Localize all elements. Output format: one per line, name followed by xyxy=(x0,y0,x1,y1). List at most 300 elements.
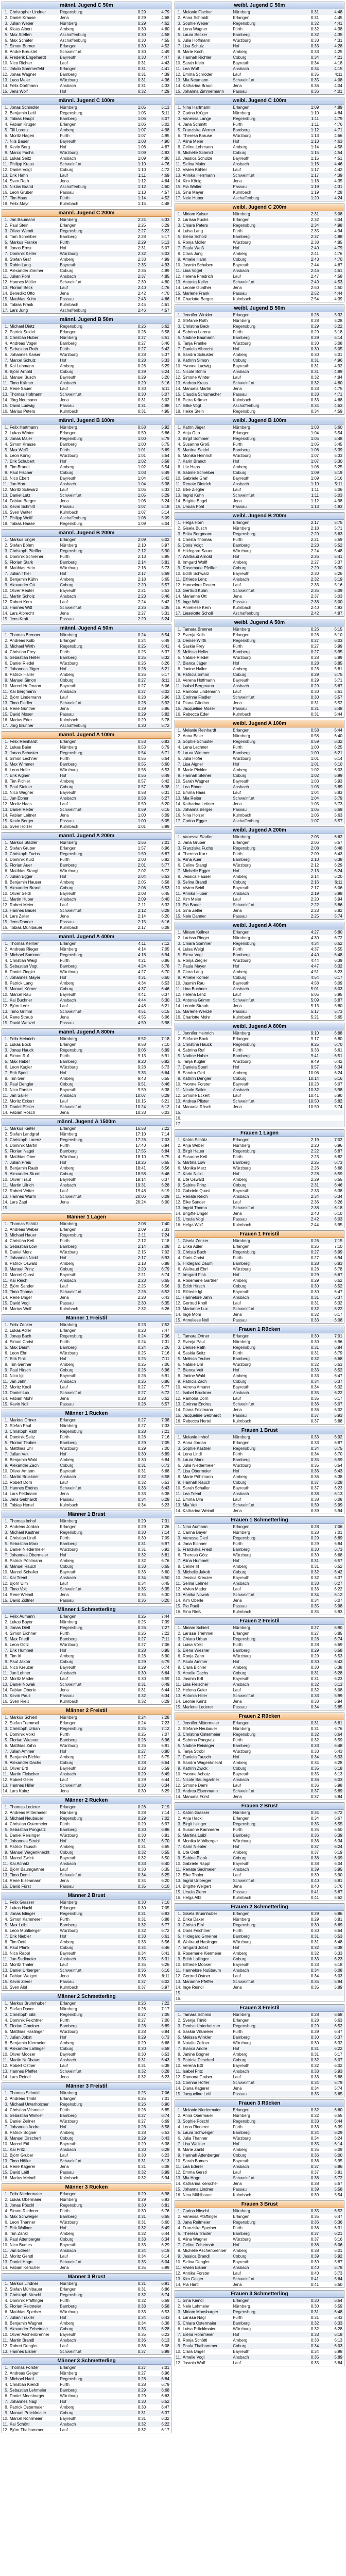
cell-pts: 6:53 xyxy=(161,1480,169,1485)
table-row xyxy=(175,1333,344,1339)
cell-nat xyxy=(112,1362,128,1367)
cell-name: Sebastian Winkler xyxy=(9,2113,43,2118)
cell-nat xyxy=(112,1367,128,1373)
cell-time: 0:35 xyxy=(137,1592,146,1597)
cell-nat xyxy=(285,459,301,464)
cell-rank: 1. xyxy=(178,1031,181,1036)
table-row xyxy=(2,453,171,459)
cell-rank: 5. xyxy=(178,128,181,132)
cell-rank: 6. xyxy=(178,240,181,245)
cell-rank: 10. xyxy=(175,1082,181,1087)
table-row xyxy=(2,346,171,352)
cell-rank: 1. xyxy=(178,520,181,525)
cell-club: Hof xyxy=(60,773,66,778)
cell-pts: 7:01 xyxy=(161,2365,169,2370)
cell-nat xyxy=(112,346,128,352)
cell-name: Markus Lindner xyxy=(9,2281,39,2286)
cell-rank: 13. xyxy=(175,998,181,1003)
cell-club: Nürnberg xyxy=(233,734,250,738)
cell-club: Regensburg xyxy=(60,1530,82,1535)
table-row xyxy=(2,694,171,700)
cell-club: Würzburg xyxy=(233,1463,251,1468)
cell-time: 0:29 xyxy=(137,1665,146,1670)
cell-club xyxy=(233,1115,285,1121)
cell-nat xyxy=(112,1905,128,1911)
cell-time: 2:40 xyxy=(137,285,146,290)
cell-nat xyxy=(285,55,301,60)
cell-club: Hof xyxy=(60,459,66,464)
cell-nat xyxy=(112,571,128,577)
cell-nat xyxy=(112,1693,128,1699)
cell-pts: 5:11 xyxy=(162,111,169,115)
cell-name: Michael Sommer xyxy=(9,953,41,957)
cell-rank: 10. xyxy=(175,1575,181,1580)
cell-rank: 14. xyxy=(175,1884,181,1889)
result-table-title: männl. Jugend A 200m xyxy=(2,833,171,840)
cell-club: Würzburg xyxy=(60,970,78,974)
cell-rank: 14. xyxy=(2,1592,8,1597)
cell-club: Würzburg xyxy=(60,78,78,82)
cell-name: Alexander Zehetmair xyxy=(9,2327,48,2331)
cell-club: Passau xyxy=(233,1890,247,1894)
cell-time: 0:30 xyxy=(310,1340,319,1344)
cell-time: 16:58 xyxy=(135,1126,146,1131)
cell-nat xyxy=(285,1816,301,1821)
cell-club: Bamberg xyxy=(60,2304,77,2309)
cell-rank: 12. xyxy=(175,1688,181,1692)
table-row xyxy=(175,1956,344,1962)
cell-club: Lauf xyxy=(60,695,68,700)
cell-club: Nürnberg xyxy=(60,1810,77,1815)
cell-time: 2:32 xyxy=(137,251,146,256)
result-table-title: Männer 2 Freistil xyxy=(2,1707,171,1715)
cell-pts: 5:67 xyxy=(334,684,342,688)
cell-rank: 11. xyxy=(176,482,181,486)
table-row xyxy=(175,1524,344,1530)
cell-time: 0:31 xyxy=(310,10,319,14)
cell-time: 0:26 xyxy=(137,2102,146,2107)
cell-name: Florian Auer xyxy=(9,863,32,868)
cell-pts: 6:83 xyxy=(334,1261,342,1266)
cell-pts: 4:35 xyxy=(334,179,342,183)
cell-nat xyxy=(285,161,301,167)
table-row xyxy=(175,1928,344,1934)
cell-time: 0:26 xyxy=(137,661,146,666)
cell-rank: 15. xyxy=(2,297,8,301)
cell-nat xyxy=(112,885,128,891)
cell-pts: 6:07 xyxy=(334,1082,342,1087)
cell-club: Fürth xyxy=(60,857,70,862)
cell-rank: 10. xyxy=(175,1486,181,1490)
cell-nat xyxy=(285,436,301,442)
cell-nat xyxy=(285,941,301,946)
cell-pts: 6:73 xyxy=(161,1463,169,1468)
cell-nat xyxy=(112,1535,128,1541)
cell-rank: 7. xyxy=(5,1160,8,1165)
cell-pts: 5:98 xyxy=(334,891,342,896)
cell-name: Rebecca Hertel xyxy=(182,1419,212,1423)
table-row xyxy=(2,1070,171,1076)
cell-pts: 6:57 xyxy=(334,1558,342,1563)
cell-name: Kevin Pauli xyxy=(9,1693,30,1698)
cell-nat xyxy=(285,380,301,386)
cell-rank: 8. xyxy=(178,465,181,469)
cell-club: Jena xyxy=(233,1509,242,1513)
table-row xyxy=(175,1390,344,1396)
cell-name: Pia Bauer xyxy=(182,903,201,907)
cell-club: Jena xyxy=(60,2265,69,2270)
cell-name: Florian Beck xyxy=(9,285,33,290)
table-row xyxy=(175,1457,344,1463)
cell-club: Hof xyxy=(233,762,239,767)
cell-pts: 5:64 xyxy=(161,453,169,458)
cell-nat xyxy=(285,773,301,778)
table-row xyxy=(2,1227,171,1232)
cell-nat xyxy=(285,1451,301,1457)
table-row xyxy=(175,577,344,582)
cell-time: 0:29 xyxy=(137,2388,146,2393)
cell-time: 0:31 xyxy=(137,1469,146,1473)
cell-name: Tim Oettl xyxy=(9,1940,27,1944)
cell-club: Kulmbach xyxy=(60,824,78,829)
cell-club: Regensburg xyxy=(233,1637,255,1641)
cell-time: 0:31 xyxy=(310,15,319,20)
cell-time: 0:27 xyxy=(137,1755,146,1759)
cell-pts: 6:88 xyxy=(161,1261,169,1266)
result-table xyxy=(2,97,171,207)
cell-name: Monika Heinrich xyxy=(182,453,213,458)
table-row xyxy=(2,49,171,55)
table-row xyxy=(2,504,171,510)
cell-nat xyxy=(285,1390,301,1396)
cell-club: Passau xyxy=(233,392,247,397)
cell-time: 4:31 xyxy=(137,975,146,980)
cell-time: 18:58 xyxy=(135,1172,146,1176)
cell-name: Patrick Oswald xyxy=(9,1261,38,1266)
table-row xyxy=(2,1457,171,1463)
cell-name: Sebastian Marx xyxy=(9,1541,39,1546)
cell-name: Julian Thiel xyxy=(9,571,31,576)
cell-pts: 4:41 xyxy=(334,21,342,26)
cell-nat xyxy=(112,1345,128,1350)
cell-time: 5:05 xyxy=(310,992,319,997)
cell-pts: 6:43 xyxy=(161,1295,169,1300)
cell-club: Regensburg xyxy=(60,521,82,526)
cell-nat xyxy=(112,1598,128,1603)
cell-rank: 13. xyxy=(175,903,181,907)
cell-pts: 7:06 xyxy=(334,1524,342,1529)
cell-name xyxy=(183,1996,233,2002)
table-row xyxy=(175,1861,344,1867)
cell-club: Ansbach xyxy=(60,1475,76,1479)
cell-rank: 10. xyxy=(175,779,181,784)
cell-time: 0:28 xyxy=(137,1805,146,1809)
cell-rank: 3. xyxy=(5,1429,8,1434)
cell-name: Marius Wolf xyxy=(9,1307,32,1311)
cell-nat xyxy=(112,2387,128,2393)
cell-time: 0:28 xyxy=(310,661,319,666)
cell-nat xyxy=(112,1171,128,1177)
cell-club: Regensburg xyxy=(60,751,82,755)
cell-club: Schweinfurt xyxy=(60,807,82,812)
cell-name: Corinna Fiedler xyxy=(182,695,211,700)
cell-club: Bayreuth xyxy=(60,684,77,688)
cell-pts: 4:35 xyxy=(334,32,342,37)
cell-club: Ansbach xyxy=(60,2147,76,2152)
cell-pts: 5:04 xyxy=(161,521,169,526)
cell-pts: 7:06 xyxy=(161,1362,169,1367)
cell-club: Lauf xyxy=(233,167,241,172)
table-row xyxy=(2,588,171,594)
cell-nat xyxy=(112,1227,128,1232)
cell-pts: 6:10 xyxy=(334,762,342,767)
cell-rank: 13. xyxy=(2,2260,8,2264)
cell-name: Simon Borner xyxy=(9,44,35,48)
table-row xyxy=(2,1699,171,1704)
cell-nat xyxy=(285,1855,301,1861)
cell-nat xyxy=(112,453,128,459)
cell-time: 9:51 xyxy=(137,1082,146,1087)
cell-time: 1:07 xyxy=(310,459,319,464)
cell-nat xyxy=(285,790,301,795)
cell-time: 1:07 xyxy=(310,453,319,458)
cell-rank: 14. xyxy=(175,701,181,705)
cell-time: 0:31 xyxy=(137,2220,146,2225)
cell-rank: 15. xyxy=(175,184,181,189)
cell-rank: 7. xyxy=(5,1256,8,1260)
cell-rank: 17. xyxy=(175,196,181,200)
cell-rank: 3. xyxy=(5,953,8,957)
cell-name: Kai Fritz xyxy=(9,2147,25,2152)
table-row xyxy=(2,1333,171,1339)
cell-club: Erlangen xyxy=(233,313,250,317)
table-row xyxy=(175,526,344,531)
cell-time: 19:14 xyxy=(135,1177,146,1182)
cell-rank: 11. xyxy=(3,1475,8,1479)
cell-name: Sophie Kastner xyxy=(182,1446,211,1451)
cell-club: Jena xyxy=(233,1598,242,1603)
cell-time: 0:30 xyxy=(137,386,146,391)
cell-name: Patrick Bogner xyxy=(9,2130,37,2135)
cell-club: Schweinfurt xyxy=(60,1391,82,1395)
cell-nat xyxy=(112,2175,128,2181)
cell-nat xyxy=(112,1064,128,1070)
cell-nat xyxy=(112,1884,128,1889)
cell-club: Würzburg xyxy=(233,1166,251,1171)
cell-nat xyxy=(285,1199,301,1205)
cell-name: Jens Gebhardt xyxy=(9,1497,37,1502)
cell-rank: 5. xyxy=(178,543,181,548)
cell-club: Bamberg xyxy=(233,1160,250,1165)
cell-club: Fürth xyxy=(60,1054,70,1058)
cell-name: Silke Vogt xyxy=(182,403,201,408)
cell-pts: 6:44 xyxy=(334,728,342,733)
cell-club: Ansbach xyxy=(60,2422,76,2427)
cell-name: Rene Unger xyxy=(9,1295,32,1300)
cell-time: 1:01 xyxy=(137,448,146,452)
table-row xyxy=(175,1434,344,1440)
cell-time: 0:28 xyxy=(137,1429,146,1434)
cell-club: Coburg xyxy=(60,1267,74,1272)
cell-pts: 4:83 xyxy=(161,150,169,155)
cell-club: Erlangen xyxy=(233,1524,250,1529)
table-row xyxy=(175,1749,344,1754)
cell-name: Jana Gruber xyxy=(182,840,206,845)
cell-club: Amberg xyxy=(60,1755,75,1759)
cell-nat xyxy=(112,1283,128,1289)
cell-club: Coburg xyxy=(233,1766,247,1771)
cell-club: Hof xyxy=(233,1659,239,1664)
cell-rank: 12. xyxy=(2,167,8,172)
cell-club: Jena xyxy=(233,1794,242,1799)
cell-name: Renate Reich xyxy=(182,1194,208,1199)
cell-pts: 5:16 xyxy=(334,476,342,481)
cell-pts: 6:47 xyxy=(161,2405,169,2410)
cell-rank: 13. xyxy=(2,1486,8,1490)
table-row xyxy=(2,2410,171,2416)
cell-nat xyxy=(112,2158,128,2164)
cell-nat xyxy=(112,723,128,728)
cell-time: 0:28 xyxy=(310,318,319,323)
cell-club: Amberg xyxy=(233,874,248,879)
cell-name: Paul Dengler xyxy=(9,1082,34,1087)
cell-club: Passau xyxy=(60,1693,74,1698)
cell-nat xyxy=(112,223,128,228)
table-row xyxy=(175,9,344,15)
cell-pts: 6:60 xyxy=(161,1570,169,1574)
cell-name: Svenja Paul xyxy=(182,1340,205,1344)
table-row xyxy=(2,1979,171,1985)
cell-name: Max Schäfer xyxy=(9,38,33,43)
cell-nat xyxy=(112,2107,128,2113)
cell-nat xyxy=(285,1541,301,1547)
cell-time: 0:32 xyxy=(137,1553,146,1557)
table-row xyxy=(175,161,344,167)
cell-pts: 4:85 xyxy=(161,274,169,279)
cell-time: 1:15 xyxy=(310,150,319,155)
cell-name: Manuel Wagenknecht xyxy=(9,1850,50,1855)
table-row xyxy=(175,1720,344,1726)
cell-time: 2:27 xyxy=(137,229,146,233)
cell-nat xyxy=(112,2365,128,2370)
cell-rank: 12. xyxy=(175,1396,181,1401)
cell-rank: 1. xyxy=(5,2281,8,2286)
table-row xyxy=(2,925,171,930)
cell-rank: 4. xyxy=(5,341,8,346)
cell-club: Ansbach xyxy=(233,684,249,688)
cell-pts: 7:14 xyxy=(161,1810,169,1815)
table-row xyxy=(2,1844,171,1850)
cell-pts: 6:77 xyxy=(161,863,169,868)
table-row xyxy=(2,1367,171,1373)
cell-name: Michelle Schmid xyxy=(182,150,213,155)
cell-pts: 6:16 xyxy=(334,1076,342,1081)
cell-name: Lea Wolf xyxy=(182,66,199,71)
cell-nat xyxy=(112,1720,128,1726)
cell-pts: 6:84 xyxy=(161,2377,169,2381)
cell-time: 0:29 xyxy=(310,1273,319,1277)
cell-time: 0:33 xyxy=(310,1693,319,1698)
cell-club: Jena xyxy=(60,1878,69,1883)
table-row xyxy=(175,409,344,414)
cell-club: Ansbach xyxy=(60,2058,76,2062)
table-row xyxy=(2,649,171,655)
cell-time: 0:29 xyxy=(137,2192,146,2196)
cell-time: 0:31 xyxy=(137,403,146,408)
cell-club: Aschaffenburg xyxy=(233,196,260,200)
cell-rank: 3. xyxy=(5,1334,8,1338)
cell-rank: 7. xyxy=(178,1844,181,1849)
cell-time: 2:37 xyxy=(310,594,319,599)
cell-pts: 4:80 xyxy=(161,156,169,161)
cell-time: 0:34 xyxy=(137,1951,146,1956)
table-row xyxy=(175,1244,344,1249)
cell-time: 0:30 xyxy=(310,341,319,346)
cell-nat xyxy=(112,2320,128,2326)
cell-rank: 9. xyxy=(5,583,8,587)
cell-rank: 8. xyxy=(178,1475,181,1479)
cell-rank: 16. xyxy=(175,605,181,610)
cell-rank: 13. xyxy=(175,493,181,498)
cell-name: Sandra Schuster xyxy=(182,352,214,357)
cell-time: 2:28 xyxy=(137,1295,146,1300)
cell-time: 0:30 xyxy=(137,2203,146,2208)
table-row xyxy=(175,89,344,94)
cell-nat xyxy=(112,946,128,952)
cell-club: Erlangen xyxy=(60,941,77,946)
result-table xyxy=(175,1326,344,1425)
cell-pts: 6:42 xyxy=(334,1570,342,1574)
result-table-title: Männer 1 Rücken xyxy=(2,1410,171,1417)
cell-time: 2:35 xyxy=(310,588,319,593)
cell-time: 2:31 xyxy=(310,212,319,216)
cell-nat xyxy=(285,1014,301,1020)
table-row xyxy=(175,543,344,548)
cell-nat xyxy=(285,588,301,594)
table-row xyxy=(2,296,171,302)
cell-nat xyxy=(285,1535,301,1541)
cell-nat xyxy=(285,1283,301,1289)
cell-pts: 6:46 xyxy=(161,1945,169,1950)
cell-rank: 13. xyxy=(175,280,181,284)
cell-name: Florian Stark xyxy=(9,560,33,565)
cell-club: Würzburg xyxy=(233,38,251,43)
cell-nat xyxy=(112,1648,128,1653)
cell-nat xyxy=(112,110,128,116)
cell-pts: 4:89 xyxy=(334,105,342,110)
cell-rank: 10. xyxy=(2,1570,8,1574)
cell-name: Timo Höfler xyxy=(9,2159,31,2163)
cell-club: Nürnberg xyxy=(60,1222,77,1226)
table-row xyxy=(2,840,171,845)
cell-time: 2:13 xyxy=(137,554,146,559)
cell-nat xyxy=(285,599,301,605)
cell-club: Bayreuth xyxy=(233,1861,250,1866)
cell-rank: 16. xyxy=(2,824,8,829)
cell-name: Jessica Hauser xyxy=(182,874,211,879)
cell-time: 0:41 xyxy=(310,1895,319,1900)
table-row xyxy=(175,1547,344,1552)
table-row xyxy=(2,144,171,150)
cell-nat xyxy=(285,1261,301,1266)
cell-pts: 6:94 xyxy=(161,953,169,957)
cell-club: Amberg xyxy=(233,1665,248,1670)
cell-time: 2:40 xyxy=(310,246,319,250)
table-row xyxy=(175,1362,344,1367)
cell-name: Kai Lehmann xyxy=(9,364,34,368)
cell-nat xyxy=(285,1777,301,1783)
cell-time: 1:10 xyxy=(137,167,146,172)
